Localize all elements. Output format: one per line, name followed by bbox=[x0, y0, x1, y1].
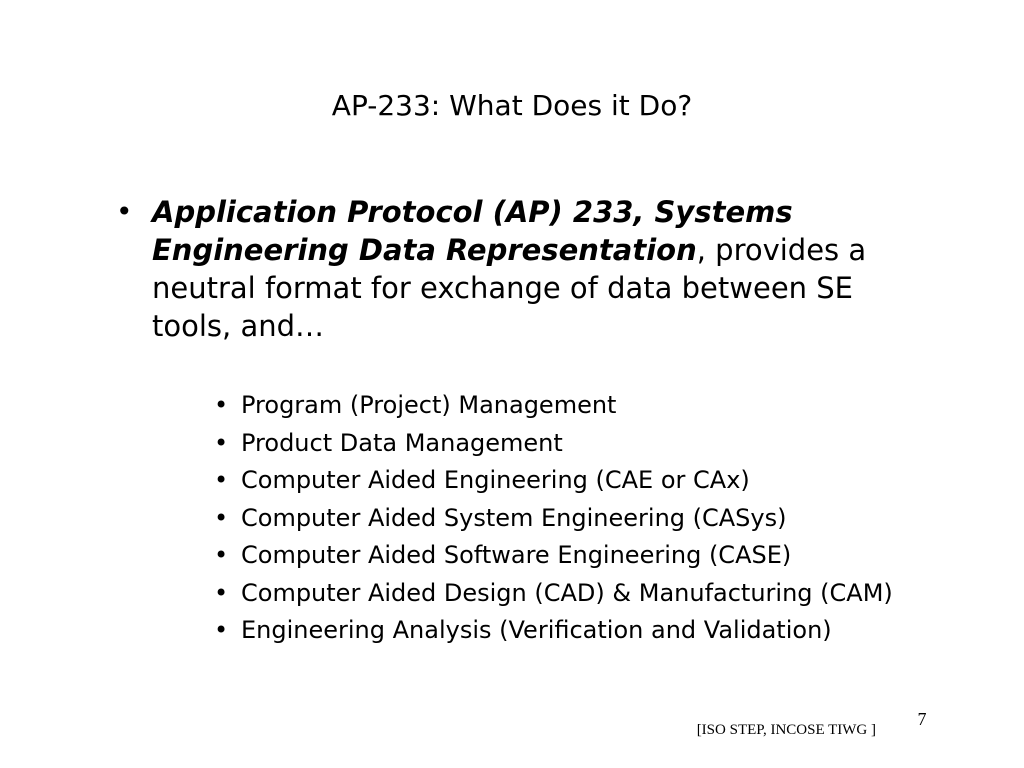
sub-bullet-item bbox=[214, 503, 954, 534]
sub-bullet-item bbox=[214, 465, 954, 496]
main-bullet-emphasis: Application Protocol (AP) 233, Systems Engineering Data Representation bbox=[152, 195, 793, 267]
page-number: 7 bbox=[917, 709, 927, 729]
sub-bullet-label: Engineering Analysis (Verification and Validation) bbox=[241, 616, 832, 644]
main-bullet-rest: provides a neutral format for exchange of data between SE tools, and… bbox=[152, 233, 867, 343]
bullet-marker: • bbox=[214, 466, 229, 494]
sub-bullet-label: Computer Aided Design (CAD) & Manufacturing (CAM) bbox=[241, 578, 893, 607]
sub-bullet-label: Computer Aided Engineering (CAE or CAx) bbox=[241, 466, 750, 494]
bullet-marker: • bbox=[214, 578, 229, 607]
sub-bullet-label: Computer Aided Software Engineering (CASE) bbox=[241, 541, 792, 569]
sub-bullet-label: Product Data Management bbox=[241, 428, 563, 457]
main-bullet-text bbox=[152, 193, 916, 345]
bullet-marker: • bbox=[214, 541, 229, 569]
bullet-marker: • bbox=[214, 503, 229, 532]
slide-title: AP-233: What Does it Do? bbox=[331, 89, 693, 122]
sub-bullet-label: Program (Project) Management bbox=[241, 391, 617, 419]
sub-bullet-item bbox=[214, 428, 954, 459]
sub-bullet-list bbox=[214, 390, 954, 653]
bullet-marker: • bbox=[214, 391, 229, 419]
sub-bullet-item bbox=[214, 615, 954, 646]
main-bullet-comma: , bbox=[696, 233, 706, 267]
sub-bullet-item bbox=[214, 540, 954, 571]
bullet-marker: • bbox=[214, 616, 229, 644]
bullet-marker: • bbox=[214, 428, 229, 457]
citation: [ISO STEP, INCOSE TIWG ] bbox=[696, 722, 876, 738]
sub-bullet-item bbox=[214, 578, 954, 609]
sub-bullet-item bbox=[214, 390, 954, 421]
bullet-marker: • bbox=[116, 195, 133, 228]
sub-bullet-label: Computer Aided System Engineering (CASys) bbox=[241, 503, 787, 532]
